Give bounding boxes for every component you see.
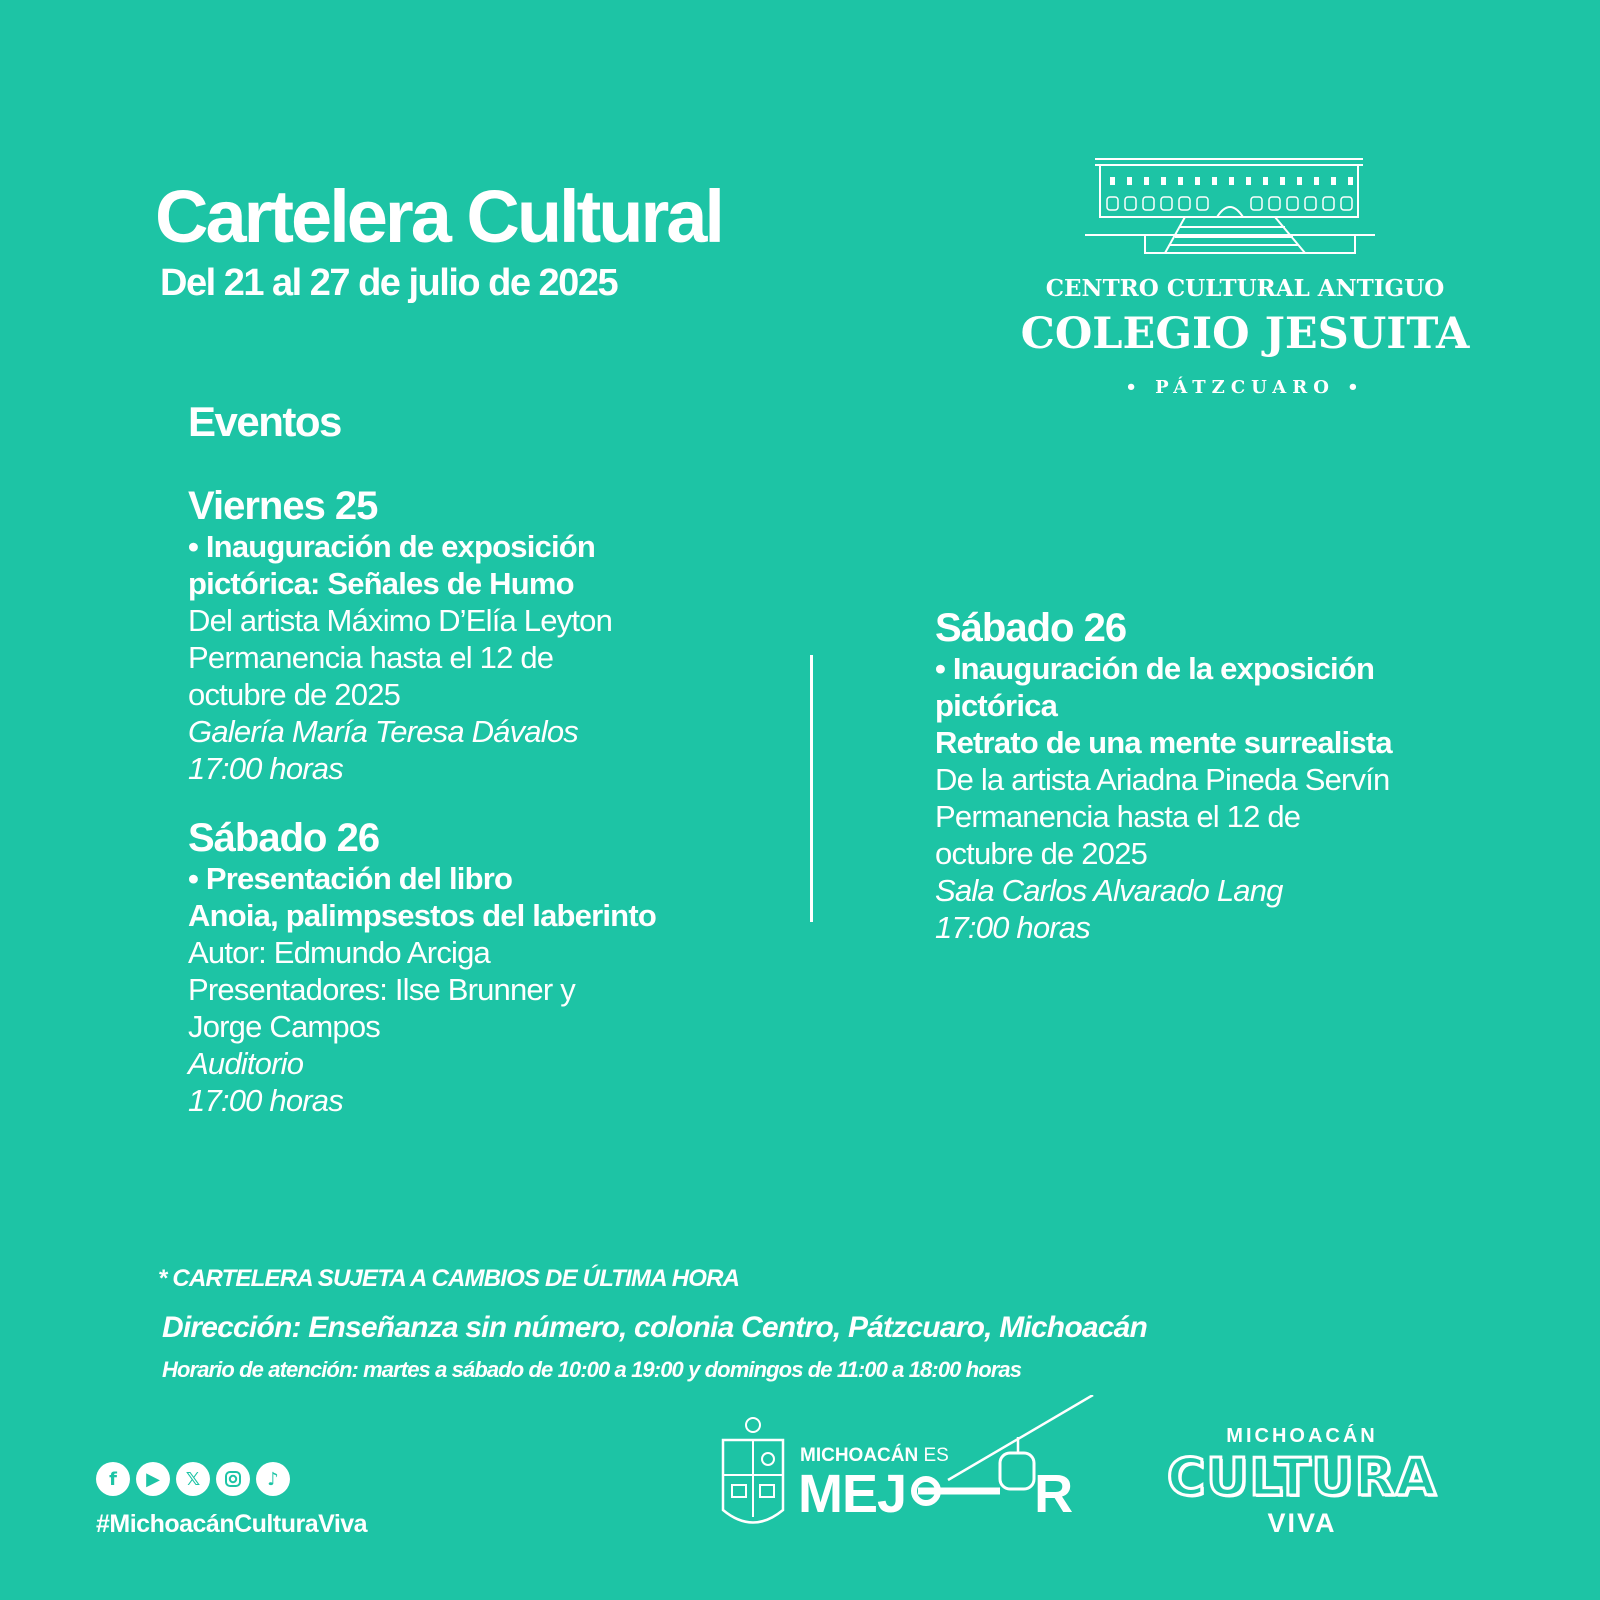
- event-day: Sábado 26: [188, 816, 380, 860]
- section-title: Eventos: [188, 398, 341, 445]
- venue-name-line2: COLEGIO JESUITA: [1020, 309, 1470, 359]
- event-detail: Del artista Máximo D’Elía Leyton: [188, 603, 613, 638]
- event-headline: • Inauguración de la exposición: [935, 651, 1375, 686]
- event-headline: pictórica: Señales de Humo: [188, 566, 574, 601]
- event-place: Sala Carlos Alvarado Lang: [935, 873, 1283, 908]
- poster-title: Cartelera Cultural: [155, 175, 722, 258]
- venue-name-line1: CENTRO CULTURAL ANTIGUO: [1045, 275, 1445, 302]
- cultura-viva-logo: [1132, 1425, 1472, 1555]
- event-headline: Anoia, palimpsestos del laberinto: [188, 898, 656, 933]
- event-detail: De la artista Ariadna Pineda Servín: [935, 762, 1390, 797]
- hashtag: #MichoacánCulturaViva: [96, 1510, 368, 1538]
- event-card: [188, 816, 748, 1119]
- event-headline: Retrato de una mente surrealista: [935, 725, 1392, 760]
- event-place: Galería María Teresa Dávalos: [188, 714, 578, 749]
- cultura-logo-top: MICHOACÁN: [1226, 1425, 1378, 1447]
- event-detail: Permanencia hasta el 12 de: [188, 640, 554, 675]
- date-range: Del 21 al 27 de julio de 2025: [160, 262, 618, 304]
- gov-logo-word: MICHOACÁN: [800, 1445, 919, 1466]
- event-card: [935, 606, 1495, 946]
- event-day: Sábado 26: [935, 606, 1127, 650]
- event-detail: octubre de 2025: [188, 677, 401, 712]
- gov-logo-es: ES: [923, 1445, 949, 1466]
- cable-car-icon: [718, 1395, 1098, 1535]
- event-time: 17:00 horas: [935, 910, 1090, 945]
- venue-logo: [985, 155, 1505, 415]
- tiktok-icon[interactable]: ♪: [256, 1462, 290, 1496]
- event-time: 17:00 horas: [188, 751, 343, 786]
- event-detail: Permanencia hasta el 12 de: [935, 799, 1301, 834]
- building-icon: [985, 155, 1505, 255]
- column-divider: [810, 655, 813, 922]
- event-day: Viernes 25: [188, 484, 378, 528]
- schedule-notice: * CARTELERA SUJETA A CAMBIOS DE ÚLTIMA HORA: [158, 1265, 740, 1292]
- social-links: [96, 1462, 290, 1496]
- event-detail: Jorge Campos: [188, 1009, 380, 1044]
- event-card: [188, 484, 748, 787]
- address-text: Dirección: Enseñanza sin número, colonia Centro, Pátzcuaro, Michoacán: [162, 1311, 1148, 1344]
- gov-logo-part: R: [1034, 1464, 1073, 1524]
- event-detail: Presentadores: Ilse Brunner y: [188, 972, 575, 1007]
- facebook-icon[interactable]: f: [96, 1462, 130, 1496]
- event-headline: • Presentación del libro: [188, 861, 513, 896]
- venue-city: • PÁTZCUARO •: [1125, 377, 1365, 398]
- event-headline: pictórica: [935, 688, 1058, 723]
- opening-hours: Horario de atención: martes a sábado de 10:00 a 19:00 y domingos de 11:00 a 18:00 horas: [162, 1357, 1022, 1382]
- gov-logo-part: MEJ: [798, 1464, 907, 1524]
- event-detail: Autor: Edmundo Arciga: [188, 935, 490, 970]
- event-place: Auditorio: [188, 1046, 304, 1081]
- event-headline: • Inauguración de exposición: [188, 529, 596, 564]
- x-icon[interactable]: 𝕏: [176, 1462, 210, 1496]
- cultura-logo-bottom: VIVA: [1267, 1508, 1337, 1538]
- event-time: 17:00 horas: [188, 1083, 343, 1118]
- event-detail: octubre de 2025: [935, 836, 1148, 871]
- cultura-logo-main: CULTURA: [1167, 1448, 1437, 1508]
- instagram-icon[interactable]: [216, 1462, 250, 1496]
- gov-logo: [718, 1395, 1098, 1535]
- youtube-icon[interactable]: ▶: [136, 1462, 170, 1496]
